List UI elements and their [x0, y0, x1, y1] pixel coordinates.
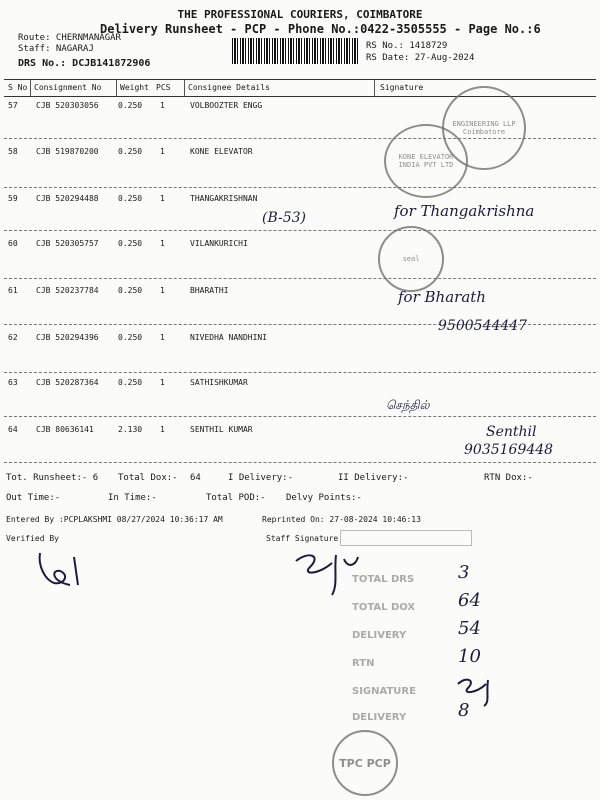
- document-stamp-header: [340, 530, 472, 546]
- row-sno: 62: [8, 333, 18, 342]
- kone-stamp: KONE ELEVATOR INDIA PVT LTD: [384, 124, 468, 198]
- row-consignee: KONE ELEVATOR: [190, 147, 253, 156]
- row-consignment: CJB 520305757: [36, 239, 99, 248]
- row-consignment: CJB 80636141: [36, 425, 94, 434]
- row-pcs: 1: [160, 194, 165, 203]
- handwritten-tamil: செந்தில்: [386, 398, 430, 412]
- row-weight: 0.250: [118, 378, 143, 387]
- row-sno: 57: [8, 101, 18, 110]
- row-divider: [4, 462, 596, 463]
- column-header: Weight: [120, 83, 149, 92]
- row-consignment: CJB 519870200: [36, 147, 99, 156]
- round-seal-stamp: seal: [378, 226, 444, 292]
- row-weight: 0.250: [118, 101, 143, 110]
- row-consignee: SATHISHKUMAR: [190, 378, 248, 387]
- rs-date: RS Date: 27-Aug-2024: [366, 53, 475, 63]
- row-sno: 60: [8, 239, 18, 248]
- entered-by: Entered By :PCPLAKSHMI 08/27/2024 10:36:17 AM: [6, 515, 223, 524]
- summary-value: 64: [458, 590, 481, 611]
- row-consignee: VOLBOOZTER ENGG: [190, 101, 263, 110]
- row-weight: 2.130: [118, 425, 143, 434]
- column-header: S No: [8, 83, 28, 92]
- table-row: [0, 239, 600, 251]
- table-header-row: [0, 83, 600, 95]
- row-weight: 0.250: [118, 239, 143, 248]
- row-sno: 63: [8, 378, 18, 387]
- tpc-seal-stamp: TPC PCP: [332, 730, 398, 796]
- summary-label: TOTAL DRS: [352, 574, 415, 585]
- row-weight: 0.250: [118, 194, 143, 203]
- handwritten-phone: 9035169448: [464, 442, 554, 458]
- row-consignment: CJB 520287364: [36, 378, 99, 387]
- row-consignee: BHARATHI: [190, 286, 229, 295]
- engineering-stamp: ENGINEERING LLP Coimbatore: [442, 86, 526, 170]
- in-time: In Time:-: [108, 493, 157, 503]
- summary-label: RTN: [352, 658, 375, 669]
- row-pcs: 1: [160, 425, 165, 434]
- column-header: Signature: [380, 83, 424, 92]
- summary-value: 54: [458, 618, 481, 639]
- row-divider: [4, 230, 596, 231]
- row-consignment: CJB 520294396: [36, 333, 99, 342]
- row-weight: 0.250: [118, 147, 143, 156]
- verifier-signature: [30, 545, 90, 590]
- total-dox-label: Total Dox:-: [118, 473, 178, 483]
- handwritten-signature: for Bharath: [398, 288, 486, 306]
- staff-signature: [288, 545, 368, 600]
- row-weight: 0.250: [118, 333, 143, 342]
- row-consignment: CJB 520294488: [36, 194, 99, 203]
- barcode: [232, 38, 360, 64]
- drs-number: DRS No.: DCJB141872906: [18, 58, 151, 69]
- row-pcs: 1: [160, 286, 165, 295]
- verified-by-label: Verified By: [6, 534, 59, 543]
- row-consignee: SENTHIL KUMAR: [190, 425, 253, 434]
- row-pcs: 1: [160, 239, 165, 248]
- table-top-rule: [4, 79, 596, 80]
- handwritten-note: (B-53): [262, 210, 307, 226]
- rs-number: RS No.: 1418729: [366, 41, 448, 51]
- row-divider: [4, 187, 596, 188]
- summary-label: TOTAL DOX: [352, 602, 416, 613]
- column-header: PCS: [156, 83, 171, 92]
- staff-label: Staff: NAGARAJ: [18, 44, 94, 54]
- summary-value: 8: [458, 700, 470, 721]
- row-consignee: VILANKURICHI: [190, 239, 248, 248]
- out-time: Out Time:-: [6, 493, 61, 503]
- handwritten-signature: for Thangakrishna: [394, 202, 535, 220]
- row-sno: 61: [8, 286, 18, 295]
- row-divider: [4, 278, 596, 279]
- table-row: [0, 378, 600, 390]
- row-sno: 58: [8, 147, 18, 156]
- staff-signature-label: Staff Signature: [266, 534, 339, 543]
- row-sno: 59: [8, 194, 18, 203]
- summary-label: DELIVERY: [352, 630, 407, 641]
- row-divider: [4, 372, 596, 373]
- runsheet-title: Delivery Runsheet - PCP - Phone No.:0422-3505555 - Page No.:6: [100, 22, 541, 36]
- row-sno: 64: [8, 425, 18, 434]
- column-header: Consignment No: [34, 83, 102, 92]
- company-name: THE PROFESSIONAL COURIERS, COIMBATORE: [177, 8, 423, 21]
- handwritten-phone: 9500544447: [438, 318, 528, 334]
- reprinted-on: Reprinted On: 27-08-2024 10:46:13: [262, 515, 421, 524]
- total-dox-value: 64: [190, 473, 201, 483]
- row-pcs: 1: [160, 101, 165, 110]
- summary-value: 10: [458, 646, 481, 667]
- tot-runsheet: Tot. Runsheet:- 6: [6, 473, 99, 483]
- row-consignee: NIVEDHA NANDHINI: [190, 333, 268, 342]
- row-pcs: 1: [160, 147, 165, 156]
- summary-label: SIGNATURE: [352, 686, 416, 697]
- rtn-dox: RTN Dox:-: [484, 473, 533, 483]
- row-consignee: THANGAKRISHNAN: [190, 194, 258, 203]
- i-delivery: I Delivery:-: [228, 473, 294, 483]
- ii-delivery: II Delivery:-: [338, 473, 409, 483]
- summary-label: DELIVERY: [352, 712, 407, 723]
- row-divider: [4, 416, 596, 417]
- row-consignment: CJB 520237784: [36, 286, 99, 295]
- summary-value: 3: [458, 562, 470, 583]
- column-header: Consignee Details: [188, 83, 270, 92]
- total-pod: Total POD:-: [206, 493, 266, 503]
- table-row: [0, 333, 600, 345]
- table-row: [0, 286, 600, 298]
- row-consignment: CJB 520303056: [36, 101, 99, 110]
- row-weight: 0.250: [118, 286, 143, 295]
- delvy-points: Delvy Points:-: [286, 493, 362, 503]
- row-pcs: 1: [160, 333, 165, 342]
- route-label: Route: CHERNMANAGAR: [18, 33, 121, 43]
- row-pcs: 1: [160, 378, 165, 387]
- handwritten-signature: Senthil: [486, 424, 537, 440]
